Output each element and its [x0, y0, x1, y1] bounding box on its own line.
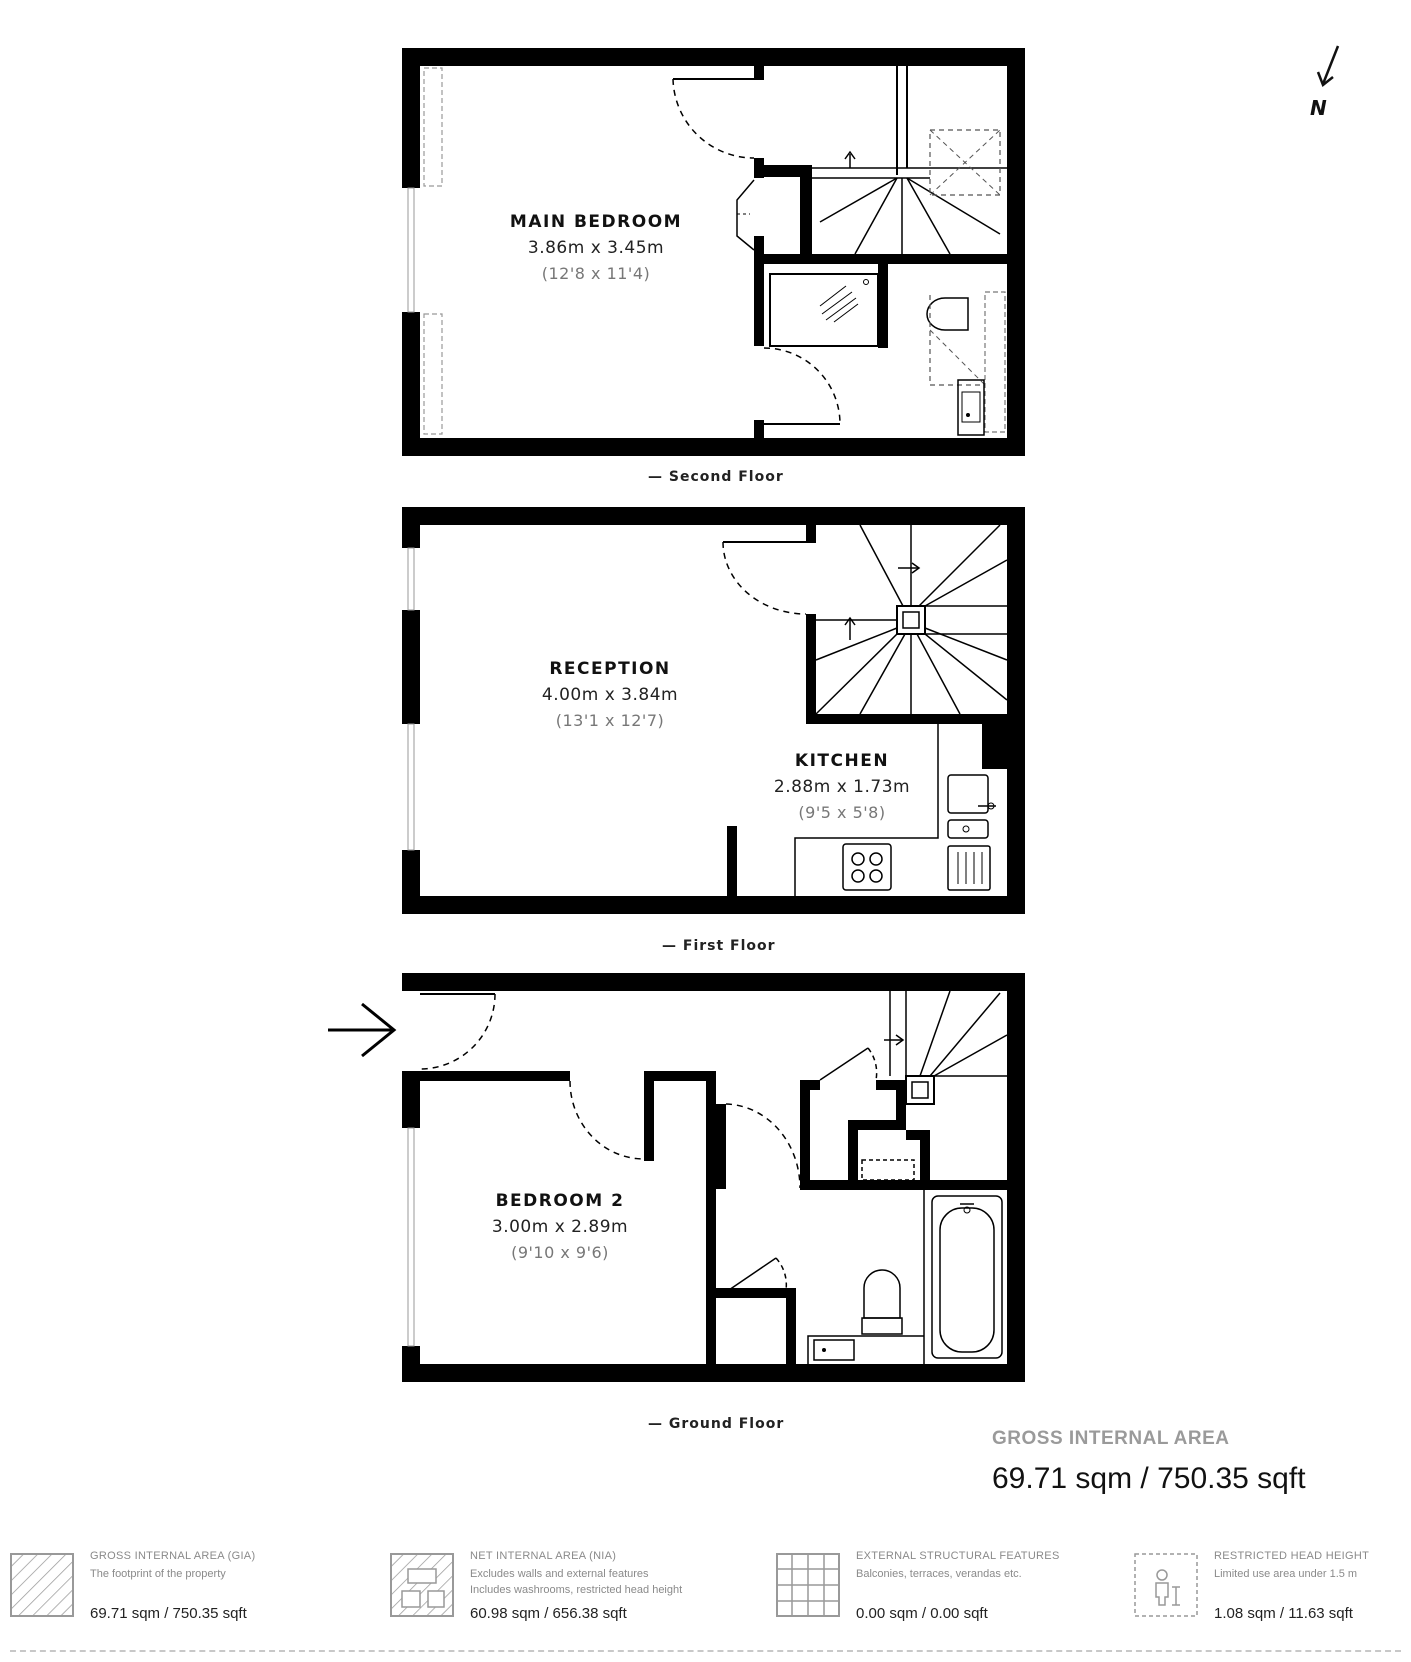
- second-floor-plan: [402, 48, 1025, 485]
- north-arrow-icon: [1310, 46, 1338, 120]
- room-imperial-reception: (13'1 x 12'7): [555, 711, 665, 730]
- bottom-divider: [10, 1650, 1401, 1652]
- person-height-icon: [1134, 1553, 1198, 1617]
- gia-hatch-icon: [10, 1553, 74, 1617]
- gross-internal-area-value: 69.71 sqm / 750.35 sqft: [992, 1462, 1306, 1495]
- legend-nia: [390, 1545, 750, 1625]
- room-name-main-bedroom: MAIN BEDROOM: [509, 212, 683, 232]
- legend-desc: Balconies, terraces, verandas etc.: [856, 1568, 1022, 1580]
- room-metric-bedroom-2: 3.00m x 2.89m: [491, 1217, 629, 1237]
- legend-title: EXTERNAL STRUCTURAL FEATURES: [856, 1550, 1060, 1562]
- entrance-arrow-icon: [328, 1004, 394, 1056]
- room-imperial-bedroom-2: (9'10 x 9'6): [511, 1243, 609, 1262]
- room-metric-main-bedroom: 3.86m x 3.45m: [527, 238, 665, 258]
- ground-floor-plan: [328, 973, 1025, 1432]
- legend-desc: The footprint of the property: [90, 1568, 226, 1580]
- room-metric-reception: 4.00m x 3.84m: [541, 685, 679, 705]
- room-name-reception: RECEPTION: [549, 659, 671, 679]
- room-imperial-main-bedroom: (12'8 x 11'4): [541, 264, 651, 283]
- floor-label-ground: — Ground Floor: [648, 1416, 785, 1432]
- legend-desc: Limited use area under 1.5 m: [1214, 1568, 1358, 1580]
- legend-value: 60.98 sqm / 656.38 sqft: [470, 1605, 627, 1622]
- legend-desc: Excludes walls and external features Includes washrooms, restricted head height: [470, 1568, 683, 1596]
- grid-icon: [776, 1553, 840, 1617]
- legend-gia: [10, 1545, 350, 1625]
- legend-value: 1.08 sqm / 11.63 sqft: [1214, 1605, 1353, 1622]
- room-name-bedroom-2: BEDROOM 2: [495, 1191, 625, 1211]
- legend-restricted-head-height: [1134, 1545, 1404, 1625]
- floor-label-first: — First Floor: [662, 938, 776, 954]
- legend-title: NET INTERNAL AREA (NIA): [470, 1550, 617, 1562]
- first-floor-plan: [402, 507, 1025, 954]
- legend-external-features: [776, 1545, 1076, 1625]
- legend-value: 69.71 sqm / 750.35 sqft: [90, 1605, 247, 1622]
- room-imperial-kitchen: (9'5 x 5'8): [798, 803, 886, 822]
- legend-title: GROSS INTERNAL AREA (GIA): [90, 1550, 256, 1562]
- room-name-kitchen: KITCHEN: [794, 751, 890, 771]
- gross-internal-area-title: GROSS INTERNAL AREA: [992, 1428, 1230, 1449]
- legend-value: 0.00 sqm / 0.00 sqft: [856, 1605, 988, 1622]
- nia-hatch-icon: [390, 1553, 454, 1617]
- room-metric-kitchen: 2.88m x 1.73m: [773, 777, 911, 797]
- north-label: N: [1310, 96, 1327, 120]
- floor-label-second: — Second Floor: [648, 469, 784, 485]
- legend-title: RESTRICTED HEAD HEIGHT: [1214, 1550, 1370, 1562]
